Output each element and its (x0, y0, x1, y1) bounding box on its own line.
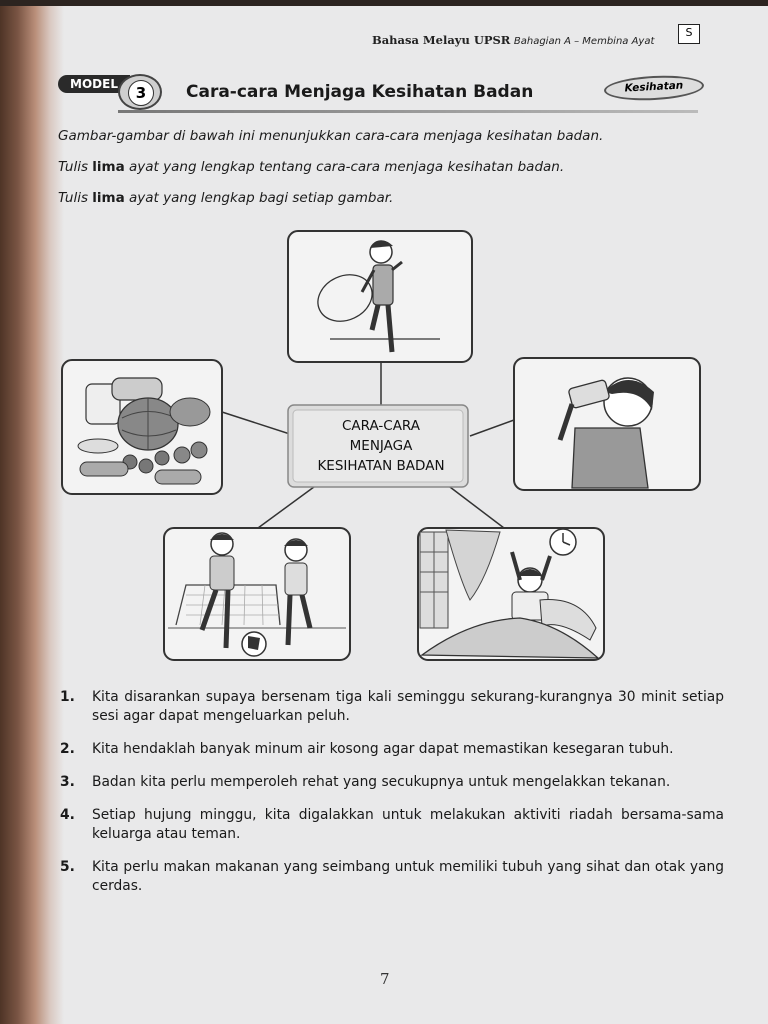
book-title: Bahasa Melayu UPSR (372, 33, 511, 47)
instruction-2: Tulis lima ayat yang lengkap tentang cara-cara menjaga kesihatan badan. (58, 159, 565, 175)
answer-item: 3. Badan kita perlu memperoleh rehat yang secukupnya untuk mengelakkan tekanan. (60, 774, 671, 790)
answer-item: 5. Kita perlu makan makanan yang seimbang untuk memiliki tubuh yang sihat dan otak yang cerdas. (60, 859, 724, 894)
center-line-1: CARA-CARA (341, 418, 421, 434)
model-number: 3 (128, 80, 154, 106)
answers-list (60, 688, 724, 910)
center-line-2: MENJAGA (349, 438, 413, 454)
answer-item: 4. Setiap hujung minggu, kita digalakkan untuk melakukan aktiviti riadah bersama-sama keluarga atau teman. (60, 807, 724, 842)
page-title: Cara-cara Menjaga Kesihatan Badan (186, 82, 534, 102)
answer-item: 2. Kita hendaklah banyak minum air kosong agar dapat memastikan kesegaran tubuh. (60, 741, 674, 757)
instruction-1: Gambar-gambar di bawah ini menunjukkan cara-cara menjaga kesihatan badan. (58, 128, 604, 144)
topic-tag: Kesihatan (603, 73, 704, 102)
panel-rest-sleep (418, 528, 604, 660)
model-badge: MODEL (58, 75, 130, 93)
panel-exercise-skipping (288, 231, 472, 362)
publisher-logo-icon: S (678, 24, 700, 44)
instruction-3: Tulis lima ayat yang lengkap bagi setiap gambar. (58, 190, 394, 206)
section-title: Bahagian A – Membina Ayat (513, 36, 655, 47)
panel-drinking-water (514, 358, 700, 490)
center-concept-box (288, 405, 468, 487)
answer-item: 1. Kita disarankan supaya bersenam tiga kali seminggu sekurang-kurangnya 30 minit setiap sesi agar dapat mengeluarkan peluh. (60, 689, 724, 724)
panel-healthy-food (62, 360, 222, 494)
center-line-3: KESIHATAN BADAN (317, 458, 445, 474)
page-number: 7 (380, 970, 390, 988)
panel-playing-football (164, 528, 350, 660)
